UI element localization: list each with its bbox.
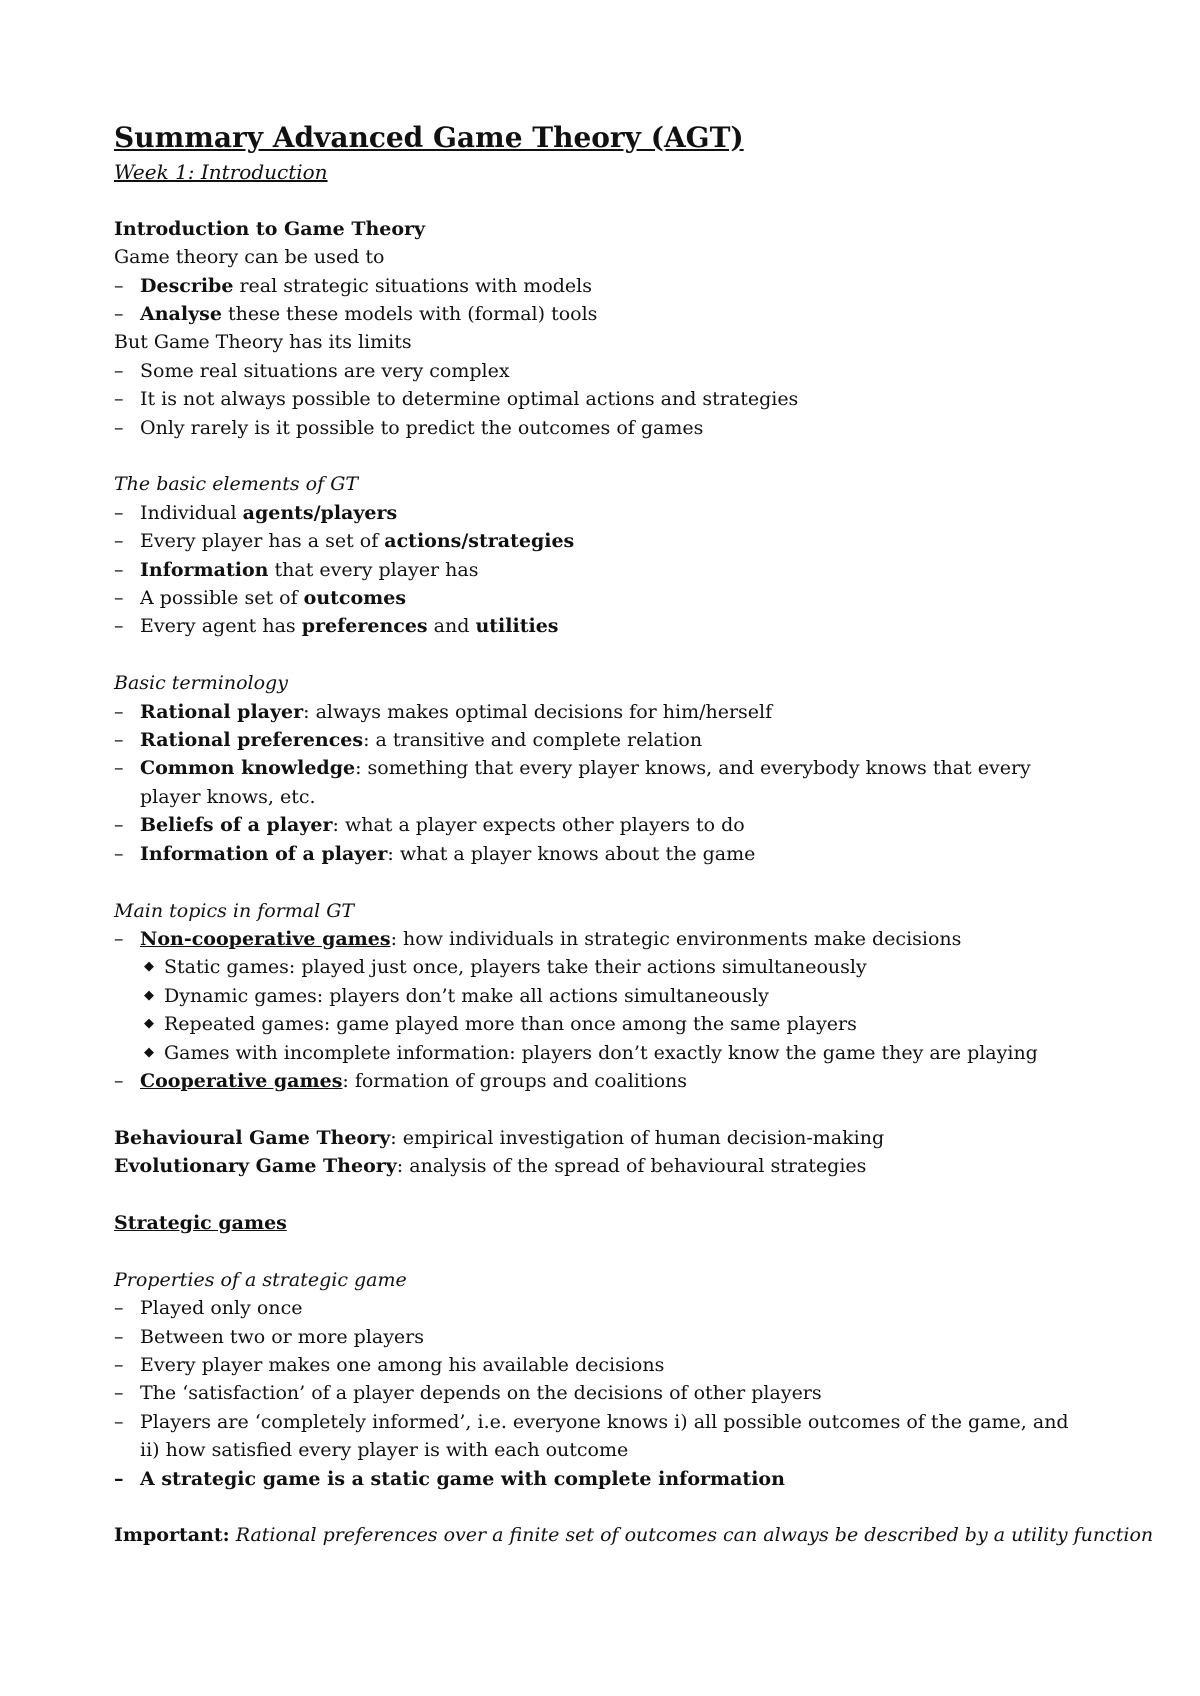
section-heading-properties: Properties of a strategic game	[114, 1268, 407, 1291]
behavioural-definition: Behavioural Game Theory: empirical investigation of human decision-making	[114, 1126, 885, 1149]
important-note: Important: Rational preferences over a finite set of outcomes can always be described by a utility function	[114, 1524, 1154, 1547]
list-item-continuation: ii) how satisfied every player is with each outcome	[140, 1439, 629, 1462]
list-item: – Information that every player has	[114, 556, 1114, 584]
list-item: – Non-cooperative games: how individuals in strategic environments make decisions	[114, 925, 1114, 953]
list-item-continuation: player knows, etc.	[140, 785, 316, 808]
list-item: – Only rarely is it possible to predict the outcomes of games	[114, 414, 1114, 442]
list-item: – Every agent has preferences and utilities	[114, 612, 1114, 640]
section-heading-terminology: Basic terminology	[114, 672, 288, 695]
list-item: – Between two or more players	[114, 1323, 1114, 1351]
sub-list-item: ◆ Repeated games: game played more than once among the same players	[114, 1010, 1114, 1038]
sub-list-item: ◆ Games with incomplete information: players don’t exactly know the game they are playing	[114, 1039, 1114, 1067]
list-item: – Played only once	[114, 1294, 1114, 1322]
intro-lead: Game theory can be used to	[114, 246, 385, 269]
list-item: – Rational player: always makes optimal decisions for him/herself	[114, 698, 1114, 726]
evolutionary-definition: Evolutionary Game Theory: analysis of the spread of behavioural strategies	[114, 1155, 867, 1178]
document-title: Summary Advanced Game Theory (AGT)	[114, 121, 744, 154]
list-item: – Common knowledge: something that every player knows, and everybody knows that every	[114, 754, 1114, 782]
limits-lead: But Game Theory has its limits	[114, 331, 412, 354]
week-heading: Week 1: Introduction	[114, 160, 328, 184]
list-item: – Players are ‘completely informed’, i.e. everyone knows i) all possible outcomes of the game, and	[114, 1408, 1114, 1436]
list-item: – Beliefs of a player: what a player expects other players to do	[114, 811, 1114, 839]
section-heading-intro: Introduction to Game Theory	[114, 217, 426, 240]
list-item: – Describe real strategic situations with models	[114, 272, 1114, 300]
list-item: – Every player makes one among his available decisions	[114, 1351, 1114, 1379]
list-item: – Cooperative games: formation of groups and coalitions	[114, 1067, 1114, 1095]
sub-list-item: ◆ Static games: played just once, players take their actions simultaneously	[114, 953, 1114, 981]
list-item: – Analyse these these models with (formal) tools	[114, 300, 1114, 328]
list-item: – Individual agents/players	[114, 499, 1114, 527]
list-item: – A possible set of outcomes	[114, 584, 1114, 612]
list-item: – The ‘satisfaction’ of a player depends on the decisions of other players	[114, 1379, 1114, 1407]
section-heading-elements: The basic elements of GT	[114, 473, 359, 496]
sub-list-item: ◆ Dynamic games: players don’t make all actions simultaneously	[114, 982, 1114, 1010]
list-item: – It is not always possible to determine optimal actions and strategies	[114, 385, 1114, 413]
section-heading-strategic: Strategic games	[114, 1211, 287, 1234]
list-item: – Rational preferences: a transitive and complete relation	[114, 726, 1114, 754]
list-item: – Every player has a set of actions/strategies	[114, 527, 1114, 555]
list-item: – Information of a player: what a player knows about the game	[114, 840, 1114, 868]
section-heading-topics: Main topics in formal GT	[114, 899, 355, 922]
list-item-bold: – A strategic game is a static game with complete information	[114, 1465, 1114, 1493]
list-item: – Some real situations are very complex	[114, 357, 1114, 385]
document-page	[114, 118, 1154, 1550]
